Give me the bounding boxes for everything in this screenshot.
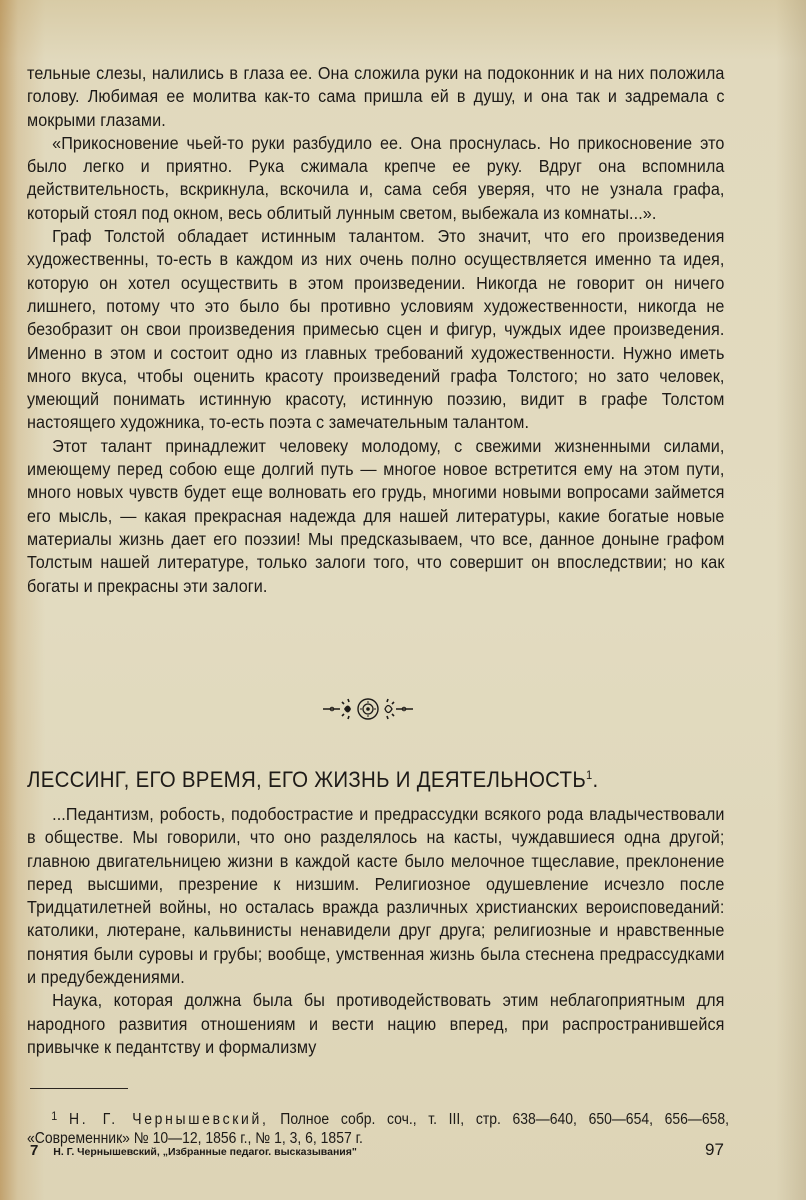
footnote-text: Полное собр. соч., т. III, стр. 638—640, 650—654, 656—658, «Современник» № 10—12, 1856 г., № 1, 3, 6, 1857 г. (27, 1111, 730, 1147)
footnote-reference[interactable]: 1 (586, 768, 593, 782)
section-heading-text: ЛЕССИНГ, ЕГО ВРЕМЯ, ЕГО ЖИЗНЬ И ДЕЯТЕЛЬНОСТЬ (27, 767, 587, 792)
lessing-text-block (27, 803, 725, 1059)
signature-text: Н. Г. Чернышевский, „Избранные педагог. высказывания" (53, 1146, 357, 1158)
signature-number: 7 (30, 1142, 39, 1159)
paragraph-tolstoy-talent: Граф Толстой обладает истинным талантом. Это значит, что его произведения художественны, то-есть в каждом из них очень полно осуществляется именно та идея, которую он хотел осуществить в этом произведении. Никогда не говорит он ничего лишнего, потому что это было бы противно условиям художественности, никогда не безобразит он свои произведения примесью сцен и фигур, чуждых идее произведения. Именно в этом и состоит одно из главных требований художественности. Нужно иметь много вкуса, чтобы оценить красоту произведений графа Толстого; но зато человек, умеющий понимать истинную красоту, истинную поэзию, видит в графе Толстом настоящего художника, то-есть поэта с замечательным талантом. (27, 226, 725, 433)
top-text-block (27, 62, 725, 598)
section-heading (27, 767, 598, 793)
heading-period: . (592, 767, 599, 792)
page-number: 97 (705, 1140, 724, 1159)
footnote-author: Н. Г. Чернышевский, (69, 1111, 269, 1128)
paragraph-pedantry: ...Педантизм, робость, подобострастие и предрассудки всякого рода владычествовали в обществе. Мы говорили, что оно разделялось на касты, чуждавшиеся одна другой; главною двигательницею жизни в каждой касте было мелочное тщеславие, преклонение перед высшими, презрение к низшим. Религиозное одушевление исчезло после Тридцатилетней войны, но осталась вражда различных христианских вероисповеданий: католики, лютеране, кальвинисты ненавидели друг друга; религиозные и нравственные понятия были суровы и грубы; вообще, умственная жизнь была стеснена предрассудками и предубеждениями. (27, 804, 725, 988)
paragraph-quote: «Прикосновение чьей-то руки разбудило ее. Она проснулась. Но прикосновение это было легко и приятно. Рука сжимала крепче ее руку. Вдруг она вспомнила действительность, вскрикнула, вскочила и, сама себя уверяя, что не узнала графа, который стоял под окном, весь облитый лунным светом, выбежала из комнаты...». (27, 132, 725, 223)
fleuron-ornament-icon (318, 694, 418, 724)
paragraph-continuation: тельные слезы, налились в глаза ее. Она сложила руки на подоконник и на них положила голову. Любимая ее молитва как-то сама пришла ей в душу, и она так и задремала с мокрыми глазами. (27, 63, 725, 130)
footnote-mark: 1 (51, 1109, 58, 1123)
footnote-divider (30, 1088, 128, 1089)
printer-signature (30, 1142, 730, 1159)
paragraph-young-talent: Этот талант принадлежит человеку молодому, с свежими жизненными силами, имеющему перед собою еще долгий путь — многое новое встретится ему на этом пути, много новых чувств будет еще волновать его грудь, многими новыми вопросами займется его мысль, — какая прекрасная надежда для нашей литературы, какие богатые новые материалы жизнь дает его поэзии! Мы предсказываем, что все, данное доныне графом Толстым нашей литературе, только залоги того, что совершит он впоследствии; но как богаты и прекрасны эти залоги. (27, 435, 725, 596)
paragraph-science: Наука, которая должна была бы противодействовать этим неблагоприятным для народного развития отношениям и вести нацию вперед, при распространившейся привычке к педантству и формализму (27, 990, 725, 1057)
